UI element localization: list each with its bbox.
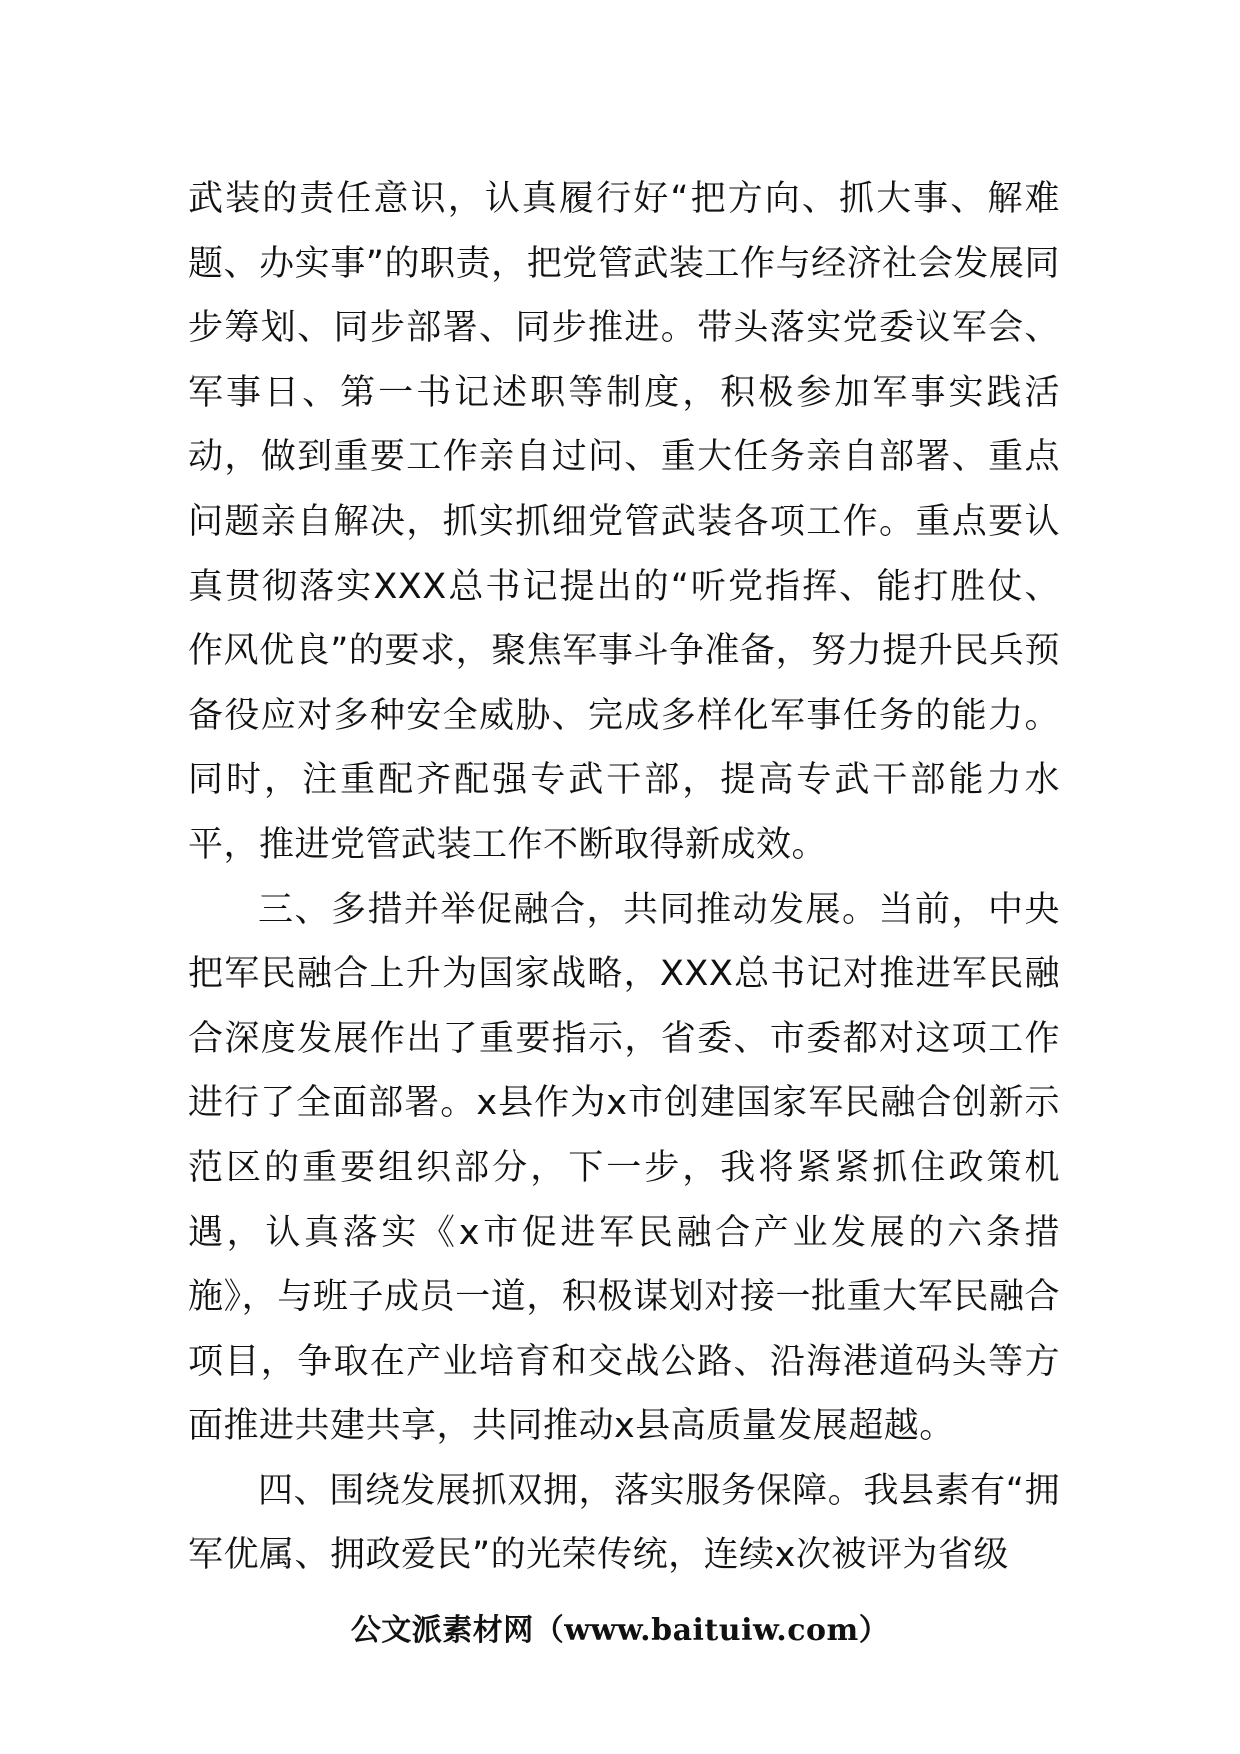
paragraph-double-support: 四、围绕发展抓双拥，落实服务保障。我县素有“拥军优属、拥政爱民”的光荣传统，连续x次被评为省级 [188,1470,1060,1576]
paragraph-party-armed-forces: 武装的责任意识，认真履行好“把方向、抓大事、解难题、办实事”的职责，把党管武装工作与经济社会发展同步筹划、同步部署、同步推进。带头落实党委议军会、军事日、第一书记述职等制度，积极参加军事实践活动，做到重要工作亲自过问、重大任务亲自部署、重点问题亲自解决，抓实抓细党管武装各项工作。重点要认真贯彻落实XXX总书记提出的“听党指挥、能打胜仗、作风优良”的要求，聚焦军事斗争准备，努力提升民兵预备役应对多种安全威胁、完成多样化军事任务的能力。同时，注重配齐配强专武干部，提高专武干部能力水平，推进党管武装工作不断取得新成效。 [188,179,1060,865]
footer-watermark: 公文派素材网（www.baituiw.com） [350,1613,890,1648]
document-body [188,167,1060,1588]
paragraph-military-civil-integration: 三、多措并举促融合，共同推动发展。当前，中央把军民融合上升为国家战略，XXX总书记对推进军民融合深度发展作出了重要指示，省委、市委都对这项工作进行了全面部署。x县作为x市创建国家军民融合创新示范区的重要组织部分，下一步，我将紧紧抓住政策机遇，认真落实《x市促进军民融合产业发展的六条措施》，与班子成员一道，积极谋划对接一批重大军民融合项目，争取在产业培育和交战公路、沿海港道码头等方面推进共建共享，共同推动x县高质量发展超越。 [188,889,1060,1447]
